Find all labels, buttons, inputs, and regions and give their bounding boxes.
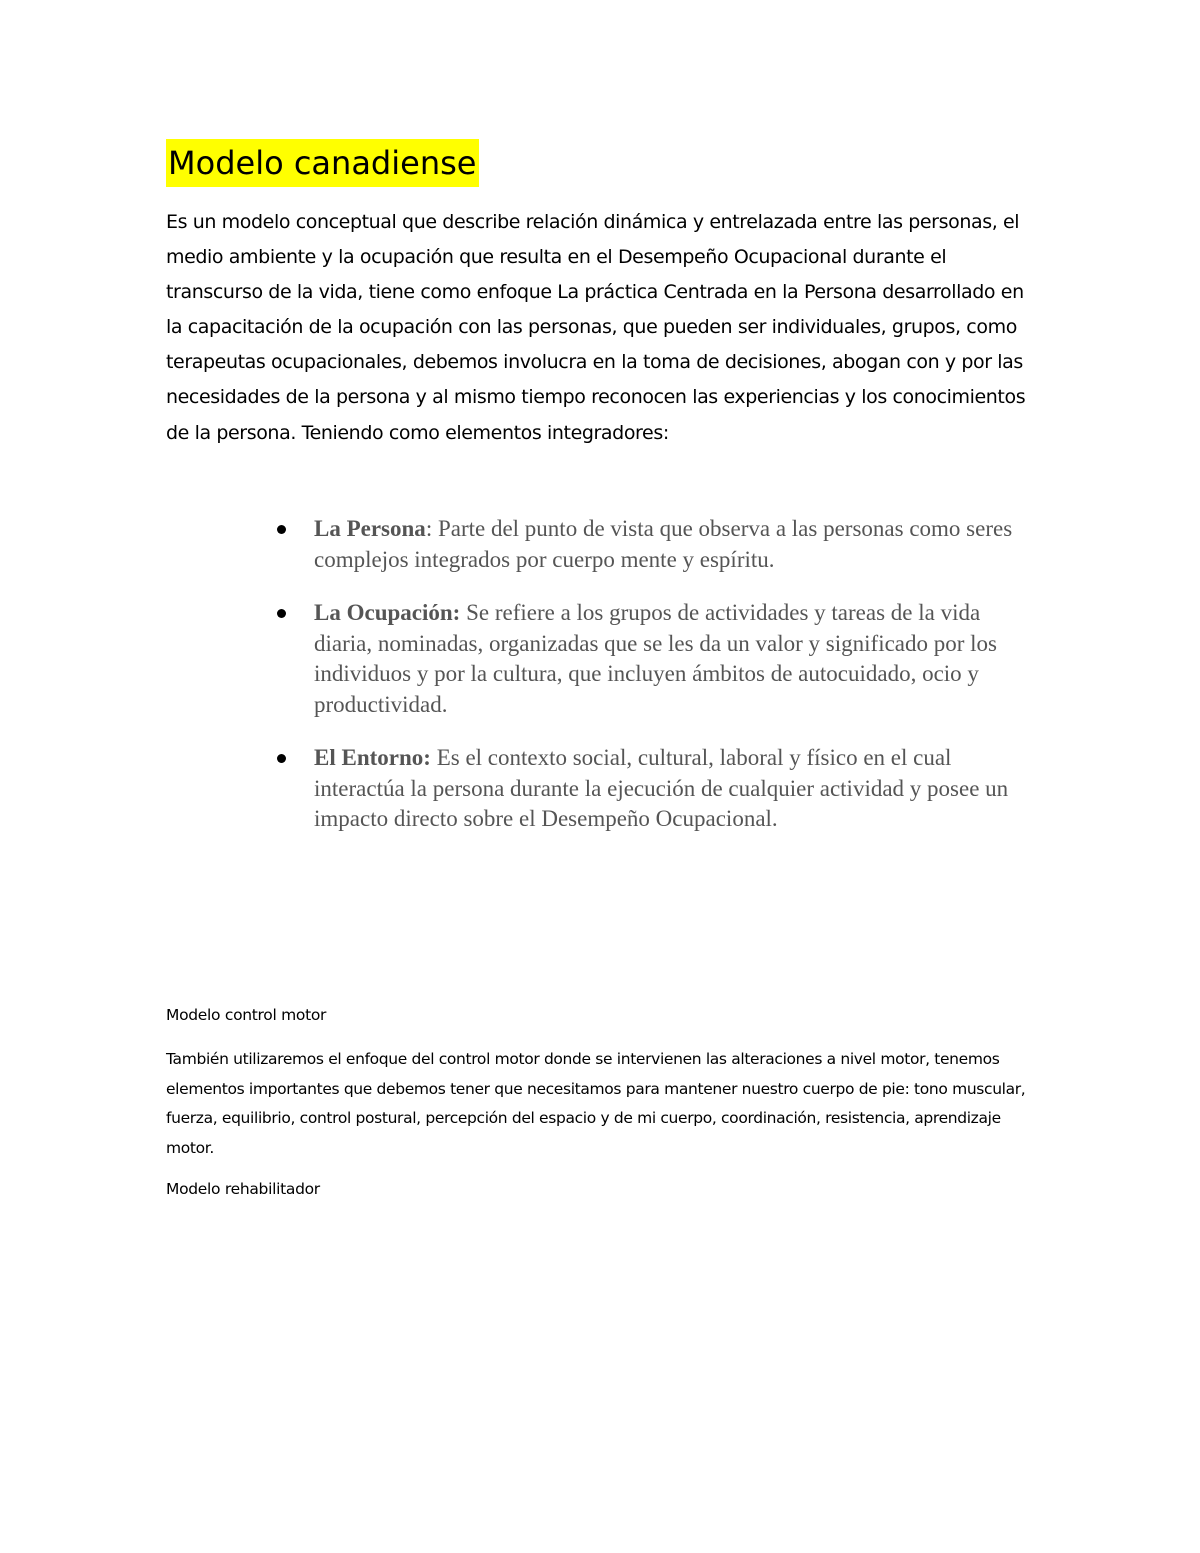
bullet-item-ocupacion (0, 598, 1032, 720)
bullet-icon (277, 609, 286, 618)
intro-paragraph: Es un modelo conceptual que describe relación dinámica y entrelazada entre las personas, el medio ambiente y la ocupación que resulta en el Desempeño Ocupacional durante el transcurso de la vida, tiene como enfoque La práctica Centrada en la Persona desarrollado en la capacitación de la ocupación con las personas, que pueden ser individuales, grupos, como terapeutas ocupacionales, debemos involucra en la toma de decisiones, abogan con y por las necesidades de la persona y al mismo tiempo reconocen las experiencias y los conocimientos de la persona. Teniendo como elementos integradores: (166, 211, 1026, 444)
bullet-term: El Entorno: (314, 745, 431, 770)
section-title-control-motor: Modelo control motor (166, 1006, 327, 1024)
bullet-text: : Parte del punto de vista que observa a las personas como seres complejos integrados por cuerpo mente y espíritu. (314, 516, 1013, 572)
elements-bullet-list (0, 514, 1200, 858)
bullet-icon (277, 525, 286, 534)
bullet-item-entorno (0, 743, 1032, 835)
bullet-text: Se refiere a los grupos de actividades y tareas de la vida diaria, nominadas, organizadas que se les da un valor y significado por los individuos y por la cultura, que incluyen ámbitos de autocuidado, ocio y productividad. (314, 600, 998, 717)
control-motor-paragraph: También utilizaremos el enfoque del control motor donde se intervienen las alteraciones a nivel motor, tenemos elementos importantes que debemos tener que necesitamos para mantener nuestro cuerpo de pie: tono muscular, fuerza, equilibrio, control postural, percepción del espacio y de mi cuerpo, coordinación, resistencia, aprendizaje motor. (166, 1050, 1026, 1158)
section-title-modelo-canadiense: Modelo canadiense (166, 139, 479, 187)
bullet-icon (277, 754, 286, 763)
bullet-term: La Persona (314, 516, 426, 541)
section-title-rehabilitador: Modelo rehabilitador (166, 1180, 320, 1198)
bullet-text: Es el contexto social, cultural, laboral y físico en el cual interactúa la persona durante la ejecución de cualquier actividad y posee un impacto directo sobre el Desempeño Ocupacional. (314, 745, 1009, 831)
bullet-item-persona (0, 514, 1032, 575)
bullet-term: La Ocupación: (314, 600, 461, 625)
